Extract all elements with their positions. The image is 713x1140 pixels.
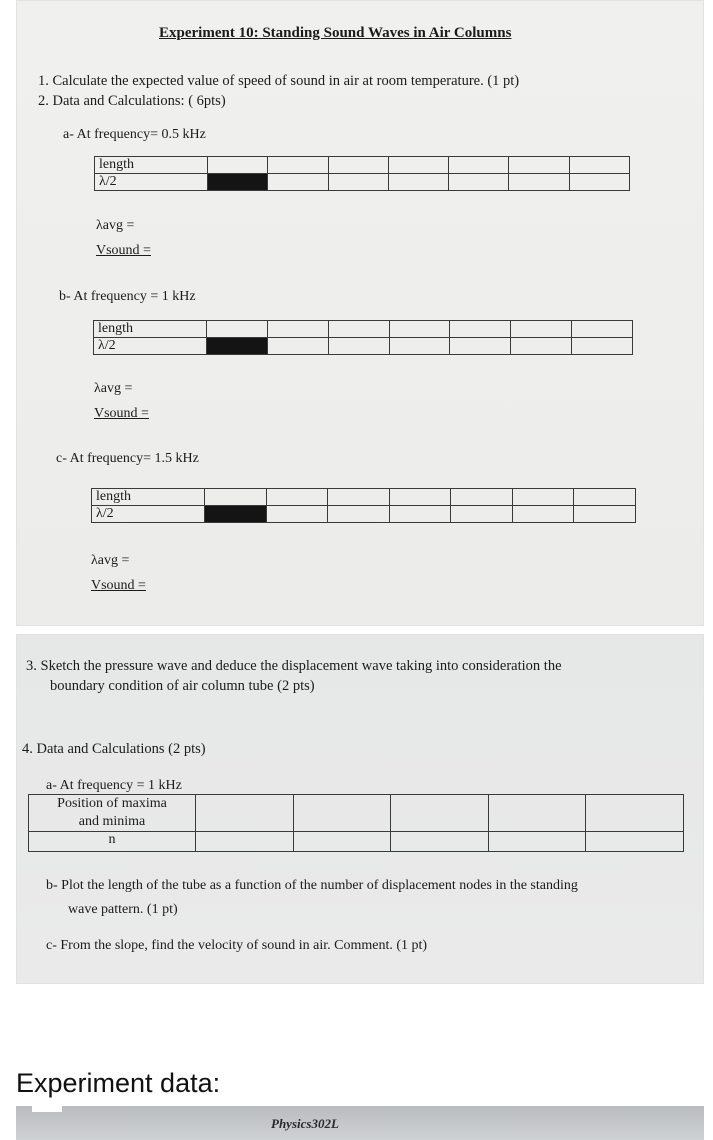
question-4a: a- At frequency = 1 kHz	[46, 778, 182, 793]
v-sound-b: Vsound =	[94, 406, 149, 421]
row-label-length: length	[94, 321, 207, 338]
question-3-line1: 3. Sketch the pressure wave and deduce the displacement wave taking into consideration the	[26, 658, 562, 674]
lambda-avg-b: λavg =	[94, 381, 133, 396]
experiment-data-caption: Experiment data:	[16, 1068, 221, 1098]
v-sound-c: Vsound =	[91, 578, 146, 593]
row-label-length: length	[95, 157, 208, 174]
row-label-position-line2: and minima	[78, 814, 146, 829]
blacked-out-cell	[207, 338, 268, 355]
part-a-table	[94, 156, 630, 191]
table-row	[92, 489, 636, 506]
table-row	[95, 174, 630, 191]
experiment-title: Experiment 10: Standing Sound Waves in Air Columns	[159, 25, 512, 41]
question-4: 4. Data and Calculations (2 pts)	[22, 741, 206, 757]
row-label-half-lambda: λ/2	[94, 338, 207, 355]
question-3-line2: boundary condition of air column tube (2 pts)	[50, 678, 315, 694]
part-b-table	[93, 320, 633, 355]
maxima-minima-table	[28, 794, 684, 852]
row-label-length: length	[92, 489, 205, 506]
row-label-n: n	[29, 832, 196, 852]
preview-corner-mark	[32, 1106, 62, 1112]
question-1: 1. Calculate the expected value of speed of sound in air at room temperature. (1 pt)	[38, 73, 520, 89]
table-row	[92, 506, 636, 523]
part-c-table	[91, 488, 636, 523]
table-row	[95, 157, 630, 174]
v-sound-a: Vsound =	[96, 243, 151, 258]
table-row	[29, 795, 684, 832]
table-row	[29, 832, 684, 852]
worksheet-page-2	[16, 634, 704, 984]
blacked-out-cell	[208, 174, 268, 191]
worksheet-page-1	[16, 0, 704, 626]
row-label-position	[29, 795, 196, 832]
question-4c: c- From the slope, find the velocity of sound in air. Comment. (1 pt)	[46, 938, 428, 953]
blacked-out-cell	[205, 506, 267, 523]
row-label-half-lambda: λ/2	[92, 506, 205, 523]
experiment-data-image-preview	[16, 1106, 704, 1140]
row-label-position-line1: Position of maxima	[57, 796, 167, 811]
question-4b-line1: b- Plot the length of the tube as a function of the number of displacement nodes in the standing	[46, 878, 578, 893]
part-c-label: c- At frequency= 1.5 kHz	[56, 451, 199, 466]
preview-title: Physics302L	[271, 1116, 339, 1131]
question-4b-line2: wave pattern. (1 pt)	[68, 902, 178, 917]
lambda-avg-a: λavg =	[96, 218, 135, 233]
table-row	[94, 338, 633, 355]
table-row	[94, 321, 633, 338]
row-label-half-lambda: λ/2	[95, 174, 208, 191]
question-2: 2. Data and Calculations: ( 6pts)	[38, 93, 226, 109]
lambda-avg-c: λavg =	[91, 553, 130, 568]
part-b-label: b- At frequency = 1 kHz	[59, 289, 196, 304]
part-a-label: a- At frequency= 0.5 kHz	[63, 127, 206, 142]
